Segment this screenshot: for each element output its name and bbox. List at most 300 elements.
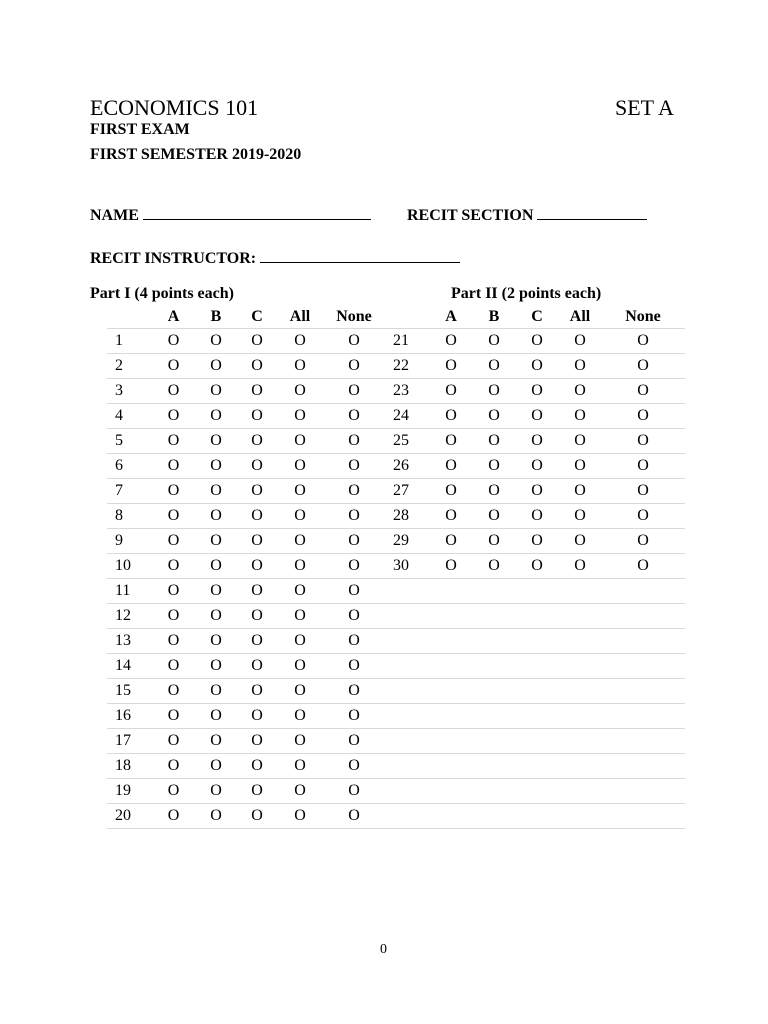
table-row <box>107 379 685 404</box>
answer-bubble-22-b[interactable] <box>473 354 515 379</box>
answer-bubble-2-all[interactable] <box>277 354 323 379</box>
empty-cell <box>601 604 685 629</box>
answer-bubble-12-all[interactable] <box>277 604 323 629</box>
empty-cell <box>601 779 685 804</box>
bubble-circle: O <box>167 807 180 824</box>
answer-bubble-14-all[interactable] <box>277 654 323 679</box>
bubble-circle: O <box>637 407 649 424</box>
bubble-circle: O <box>210 407 222 424</box>
answer-bubble-8-b[interactable] <box>195 504 237 529</box>
answer-bubble-1-none[interactable] <box>323 329 385 354</box>
empty-cell <box>385 579 429 604</box>
answer-bubble-17-b[interactable] <box>195 729 237 754</box>
answer-bubble-26-c[interactable] <box>515 454 559 479</box>
table-row <box>107 329 685 354</box>
answer-bubble-8-a[interactable] <box>152 504 195 529</box>
bubble-circle: O <box>637 332 649 349</box>
bubble-circle: O <box>210 457 222 474</box>
answer-bubble-29-none[interactable] <box>601 529 685 554</box>
answer-bubble-7-none[interactable] <box>323 479 385 504</box>
bubble-circle: O <box>348 607 360 624</box>
answer-bubble-9-b[interactable] <box>195 529 237 554</box>
empty-cell <box>515 754 559 779</box>
answer-bubble-4-none[interactable] <box>323 404 385 429</box>
bubble-circle: O <box>251 482 263 499</box>
bubble-circle: O <box>531 382 543 399</box>
empty-cell <box>429 754 473 779</box>
bubble-circle: O <box>574 507 586 524</box>
table-row <box>107 654 685 679</box>
answer-bubble-5-a[interactable] <box>152 429 195 454</box>
bubble-circle: O <box>167 432 180 449</box>
bubble-circle: O <box>210 382 222 399</box>
answer-bubble-14-b[interactable] <box>195 654 237 679</box>
bubble-circle: O <box>488 532 500 549</box>
answer-bubble-3-none[interactable] <box>323 379 385 404</box>
empty-cell <box>473 704 515 729</box>
table-row <box>107 804 685 829</box>
answer-bubble-4-a[interactable] <box>152 404 195 429</box>
answer-bubble-14-a[interactable] <box>152 654 195 679</box>
answer-bubble-26-b[interactable] <box>473 454 515 479</box>
answer-bubble-28-none[interactable] <box>601 504 685 529</box>
table-row <box>107 429 685 454</box>
answer-bubble-22-all[interactable] <box>559 354 601 379</box>
bubble-circle: O <box>167 457 180 474</box>
answer-bubble-21-all[interactable] <box>559 329 601 354</box>
answer-bubble-9-c[interactable] <box>237 529 277 554</box>
answer-bubble-23-a[interactable] <box>429 379 473 404</box>
answer-bubble-20-none[interactable] <box>323 804 385 829</box>
answer-bubble-24-all[interactable] <box>559 404 601 429</box>
answer-bubble-28-all[interactable] <box>559 504 601 529</box>
bubble-circle: O <box>167 782 180 799</box>
answer-bubble-26-none[interactable] <box>601 454 685 479</box>
bubble-circle: O <box>637 507 649 524</box>
answer-bubble-6-all[interactable] <box>277 454 323 479</box>
bubble-circle: O <box>167 407 180 424</box>
bubble-circle: O <box>210 482 222 499</box>
answer-bubble-3-b[interactable] <box>195 379 237 404</box>
bubble-circle: O <box>445 482 457 499</box>
part2-title: Part II (2 points each) <box>451 285 602 302</box>
bubble-circle: O <box>294 607 306 624</box>
bubble-circle: O <box>348 432 360 449</box>
answer-bubble-16-all[interactable] <box>277 704 323 729</box>
bubble-circle: O <box>574 432 586 449</box>
answer-bubble-15-a[interactable] <box>152 679 195 704</box>
answer-bubble-22-none[interactable] <box>601 354 685 379</box>
bubble-circle: O <box>348 582 360 599</box>
answer-bubble-5-b[interactable] <box>195 429 237 454</box>
recit-section-field <box>407 203 647 225</box>
bubble-circle: O <box>210 632 222 649</box>
question-number: 26 <box>385 454 429 479</box>
answer-grid <box>107 305 685 829</box>
bubble-circle: O <box>488 357 500 374</box>
question-number: 22 <box>385 354 429 379</box>
question-number: 13 <box>107 629 152 654</box>
answer-bubble-13-all[interactable] <box>277 629 323 654</box>
answer-bubble-17-c[interactable] <box>237 729 277 754</box>
semester-label: FIRST SEMESTER 2019-2020 <box>90 146 302 163</box>
answer-bubble-30-a[interactable] <box>429 554 473 579</box>
answer-bubble-24-a[interactable] <box>429 404 473 429</box>
bubble-circle: O <box>488 457 500 474</box>
answer-bubble-8-none[interactable] <box>323 504 385 529</box>
answer-bubble-4-b[interactable] <box>195 404 237 429</box>
answer-bubble-15-c[interactable] <box>237 679 277 704</box>
empty-cell <box>515 654 559 679</box>
bubble-circle: O <box>210 607 222 624</box>
answer-bubble-4-c[interactable] <box>237 404 277 429</box>
empty-cell <box>385 779 429 804</box>
bubble-circle: O <box>294 532 306 549</box>
answer-bubble-20-c[interactable] <box>237 804 277 829</box>
table-row <box>107 404 685 429</box>
recit-instructor-field <box>90 246 460 268</box>
answer-bubble-7-c[interactable] <box>237 479 277 504</box>
empty-cell <box>429 704 473 729</box>
bubble-circle: O <box>348 382 360 399</box>
bubble-circle: O <box>210 782 222 799</box>
answer-bubble-11-b[interactable] <box>195 579 237 604</box>
answer-bubble-28-a[interactable] <box>429 504 473 529</box>
answer-bubble-12-c[interactable] <box>237 604 277 629</box>
answer-bubble-13-a[interactable] <box>152 629 195 654</box>
answer-bubble-4-all[interactable] <box>277 404 323 429</box>
bubble-circle: O <box>251 757 263 774</box>
answer-bubble-27-a[interactable] <box>429 479 473 504</box>
answer-bubble-27-c[interactable] <box>515 479 559 504</box>
empty-cell <box>473 629 515 654</box>
bubble-circle: O <box>348 507 360 524</box>
bubble-circle: O <box>637 532 649 549</box>
bubble-circle: O <box>574 357 586 374</box>
bubble-circle: O <box>251 607 263 624</box>
name-label: NAME <box>90 207 139 224</box>
answer-bubble-23-b[interactable] <box>473 379 515 404</box>
answer-bubble-30-none[interactable] <box>601 554 685 579</box>
empty-cell <box>515 604 559 629</box>
answer-bubble-24-none[interactable] <box>601 404 685 429</box>
answer-bubble-29-all[interactable] <box>559 529 601 554</box>
part1-title: Part I (4 points each) <box>90 285 234 302</box>
answer-bubble-17-a[interactable] <box>152 729 195 754</box>
bubble-circle: O <box>348 782 360 799</box>
answer-bubble-21-a[interactable] <box>429 329 473 354</box>
answer-bubble-16-a[interactable] <box>152 704 195 729</box>
answer-bubble-11-c[interactable] <box>237 579 277 604</box>
answer-bubble-2-c[interactable] <box>237 354 277 379</box>
bubble-circle: O <box>348 407 360 424</box>
bubble-circle: O <box>251 707 263 724</box>
answer-bubble-10-all[interactable] <box>277 554 323 579</box>
empty-cell <box>429 604 473 629</box>
bubble-circle: O <box>294 757 306 774</box>
answer-bubble-26-all[interactable] <box>559 454 601 479</box>
table-row <box>107 754 685 779</box>
empty-cell <box>515 704 559 729</box>
table-row <box>107 504 685 529</box>
answer-bubble-10-b[interactable] <box>195 554 237 579</box>
bubble-circle: O <box>210 507 222 524</box>
answer-bubble-25-all[interactable] <box>559 429 601 454</box>
question-number: 24 <box>385 404 429 429</box>
empty-cell <box>601 729 685 754</box>
bubble-circle: O <box>445 457 457 474</box>
table-row <box>107 479 685 504</box>
recit-instructor-blank[interactable] <box>260 246 460 263</box>
part1-choice-header-all: All <box>277 305 323 329</box>
answer-bubble-24-c[interactable] <box>515 404 559 429</box>
answer-bubble-12-none[interactable] <box>323 604 385 629</box>
part2-choice-header-all: All <box>559 305 601 329</box>
bubble-circle: O <box>251 532 263 549</box>
answer-bubble-18-a[interactable] <box>152 754 195 779</box>
bubble-circle: O <box>167 607 180 624</box>
question-number: 19 <box>107 779 152 804</box>
bubble-circle: O <box>294 557 306 574</box>
answer-bubble-10-a[interactable] <box>152 554 195 579</box>
answer-bubble-22-a[interactable] <box>429 354 473 379</box>
empty-cell <box>601 679 685 704</box>
empty-cell <box>429 679 473 704</box>
answer-bubble-15-b[interactable] <box>195 679 237 704</box>
answer-bubble-20-all[interactable] <box>277 804 323 829</box>
answer-bubble-7-b[interactable] <box>195 479 237 504</box>
answer-bubble-25-none[interactable] <box>601 429 685 454</box>
bubble-circle: O <box>348 732 360 749</box>
answer-bubble-9-all[interactable] <box>277 529 323 554</box>
answer-bubble-22-c[interactable] <box>515 354 559 379</box>
empty-cell <box>601 579 685 604</box>
bubble-circle: O <box>488 557 500 574</box>
bubble-circle: O <box>294 507 306 524</box>
answer-bubble-28-b[interactable] <box>473 504 515 529</box>
bubble-circle: O <box>488 507 500 524</box>
answer-bubble-18-c[interactable] <box>237 754 277 779</box>
question-number: 7 <box>107 479 152 504</box>
empty-cell <box>559 729 601 754</box>
bubble-circle: O <box>348 757 360 774</box>
answer-bubble-2-b[interactable] <box>195 354 237 379</box>
bubble-circle: O <box>348 807 360 824</box>
answer-bubble-1-b[interactable] <box>195 329 237 354</box>
bubble-circle: O <box>167 482 180 499</box>
bubble-circle: O <box>251 332 263 349</box>
answer-bubble-2-a[interactable] <box>152 354 195 379</box>
answer-bubble-7-all[interactable] <box>277 479 323 504</box>
bubble-circle: O <box>167 632 180 649</box>
part1-number-header <box>107 305 152 329</box>
answer-bubble-17-none[interactable] <box>323 729 385 754</box>
answer-bubble-10-none[interactable] <box>323 554 385 579</box>
bubble-circle: O <box>167 557 180 574</box>
answer-bubble-8-c[interactable] <box>237 504 277 529</box>
question-number: 21 <box>385 329 429 354</box>
answer-bubble-29-b[interactable] <box>473 529 515 554</box>
answer-bubble-12-b[interactable] <box>195 604 237 629</box>
table-row <box>107 454 685 479</box>
bubble-circle: O <box>488 332 500 349</box>
answer-bubble-19-all[interactable] <box>277 779 323 804</box>
answer-bubble-19-b[interactable] <box>195 779 237 804</box>
bubble-circle: O <box>348 657 360 674</box>
answer-bubble-19-c[interactable] <box>237 779 277 804</box>
answer-bubble-27-all[interactable] <box>559 479 601 504</box>
answer-bubble-5-all[interactable] <box>277 429 323 454</box>
empty-cell <box>515 804 559 829</box>
empty-cell <box>385 679 429 704</box>
answer-bubble-16-b[interactable] <box>195 704 237 729</box>
empty-cell <box>515 729 559 754</box>
empty-cell <box>385 704 429 729</box>
table-row <box>107 554 685 579</box>
answer-bubble-13-none[interactable] <box>323 629 385 654</box>
answer-bubble-25-a[interactable] <box>429 429 473 454</box>
answer-bubble-21-c[interactable] <box>515 329 559 354</box>
answer-bubble-28-c[interactable] <box>515 504 559 529</box>
bubble-circle: O <box>574 557 586 574</box>
empty-cell <box>473 654 515 679</box>
answer-bubble-13-c[interactable] <box>237 629 277 654</box>
answer-bubble-11-a[interactable] <box>152 579 195 604</box>
question-number: 29 <box>385 529 429 554</box>
empty-cell <box>559 779 601 804</box>
table-row <box>107 354 685 379</box>
answer-bubble-21-b[interactable] <box>473 329 515 354</box>
bubble-circle: O <box>348 332 360 349</box>
answer-bubble-20-b[interactable] <box>195 804 237 829</box>
part1-choice-header-c: C <box>237 305 277 329</box>
answer-bubble-10-c[interactable] <box>237 554 277 579</box>
question-number: 17 <box>107 729 152 754</box>
empty-cell <box>515 679 559 704</box>
bubble-circle: O <box>637 482 649 499</box>
answer-bubble-2-none[interactable] <box>323 354 385 379</box>
answer-bubble-6-c[interactable] <box>237 454 277 479</box>
answer-bubble-27-b[interactable] <box>473 479 515 504</box>
answer-bubble-25-c[interactable] <box>515 429 559 454</box>
answer-bubble-14-c[interactable] <box>237 654 277 679</box>
answer-bubble-25-b[interactable] <box>473 429 515 454</box>
answer-bubble-30-all[interactable] <box>559 554 601 579</box>
answer-bubble-23-c[interactable] <box>515 379 559 404</box>
answer-bubble-30-b[interactable] <box>473 554 515 579</box>
bubble-circle: O <box>531 532 543 549</box>
bubble-circle: O <box>210 557 222 574</box>
recit-section-label: RECIT SECTION <box>407 207 534 224</box>
bubble-circle: O <box>294 807 306 824</box>
empty-cell <box>429 779 473 804</box>
bubble-circle: O <box>251 557 263 574</box>
answer-bubble-3-all[interactable] <box>277 379 323 404</box>
bubble-circle: O <box>574 532 586 549</box>
question-number: 3 <box>107 379 152 404</box>
answer-bubble-6-b[interactable] <box>195 454 237 479</box>
empty-cell <box>385 729 429 754</box>
answer-bubble-23-none[interactable] <box>601 379 685 404</box>
empty-cell <box>559 629 601 654</box>
answer-bubble-17-all[interactable] <box>277 729 323 754</box>
answer-bubble-19-none[interactable] <box>323 779 385 804</box>
empty-cell <box>473 779 515 804</box>
answer-bubble-19-a[interactable] <box>152 779 195 804</box>
answer-bubble-24-b[interactable] <box>473 404 515 429</box>
answer-bubble-6-none[interactable] <box>323 454 385 479</box>
answer-bubble-13-b[interactable] <box>195 629 237 654</box>
bubble-circle: O <box>348 707 360 724</box>
answer-bubble-7-a[interactable] <box>152 479 195 504</box>
question-number: 15 <box>107 679 152 704</box>
bubble-circle: O <box>251 682 263 699</box>
answer-bubble-8-all[interactable] <box>277 504 323 529</box>
recit-section-blank[interactable] <box>537 203 647 220</box>
bubble-circle: O <box>167 582 180 599</box>
answer-bubble-14-none[interactable] <box>323 654 385 679</box>
course-title: ECONOMICS 101 <box>90 95 259 120</box>
answer-bubble-26-a[interactable] <box>429 454 473 479</box>
bubble-circle: O <box>348 682 360 699</box>
answer-bubble-23-all[interactable] <box>559 379 601 404</box>
answer-bubble-20-a[interactable] <box>152 804 195 829</box>
table-row <box>107 529 685 554</box>
bubble-circle: O <box>210 682 222 699</box>
answer-bubble-1-all[interactable] <box>277 329 323 354</box>
answer-bubble-16-c[interactable] <box>237 704 277 729</box>
answer-bubble-29-a[interactable] <box>429 529 473 554</box>
answer-bubble-18-b[interactable] <box>195 754 237 779</box>
answer-bubble-9-none[interactable] <box>323 529 385 554</box>
answer-bubble-9-a[interactable] <box>152 529 195 554</box>
question-number: 8 <box>107 504 152 529</box>
answer-bubble-6-a[interactable] <box>152 454 195 479</box>
empty-cell <box>473 729 515 754</box>
answer-bubble-5-none[interactable] <box>323 429 385 454</box>
empty-cell <box>473 754 515 779</box>
bubble-circle: O <box>294 732 306 749</box>
bubble-circle: O <box>294 657 306 674</box>
answer-bubble-18-all[interactable] <box>277 754 323 779</box>
answer-bubble-15-none[interactable] <box>323 679 385 704</box>
bubble-circle: O <box>210 707 222 724</box>
answer-bubble-16-none[interactable] <box>323 704 385 729</box>
answer-bubble-11-none[interactable] <box>323 579 385 604</box>
answer-bubble-29-c[interactable] <box>515 529 559 554</box>
empty-cell <box>385 754 429 779</box>
name-blank[interactable] <box>143 203 371 220</box>
answer-bubble-3-c[interactable] <box>237 379 277 404</box>
answer-bubble-5-c[interactable] <box>237 429 277 454</box>
answer-bubble-12-a[interactable] <box>152 604 195 629</box>
table-row <box>107 729 685 754</box>
bubble-circle: O <box>637 357 649 374</box>
answer-bubble-1-c[interactable] <box>237 329 277 354</box>
answer-bubble-15-all[interactable] <box>277 679 323 704</box>
answer-bubble-3-a[interactable] <box>152 379 195 404</box>
answer-bubble-27-none[interactable] <box>601 479 685 504</box>
answer-bubble-18-none[interactable] <box>323 754 385 779</box>
empty-cell <box>601 629 685 654</box>
answer-bubble-11-all[interactable] <box>277 579 323 604</box>
answer-bubble-21-none[interactable] <box>601 329 685 354</box>
question-number: 16 <box>107 704 152 729</box>
bubble-circle: O <box>574 332 586 349</box>
bubble-circle: O <box>531 357 543 374</box>
answer-bubble-1-a[interactable] <box>152 329 195 354</box>
answer-bubble-30-c[interactable] <box>515 554 559 579</box>
